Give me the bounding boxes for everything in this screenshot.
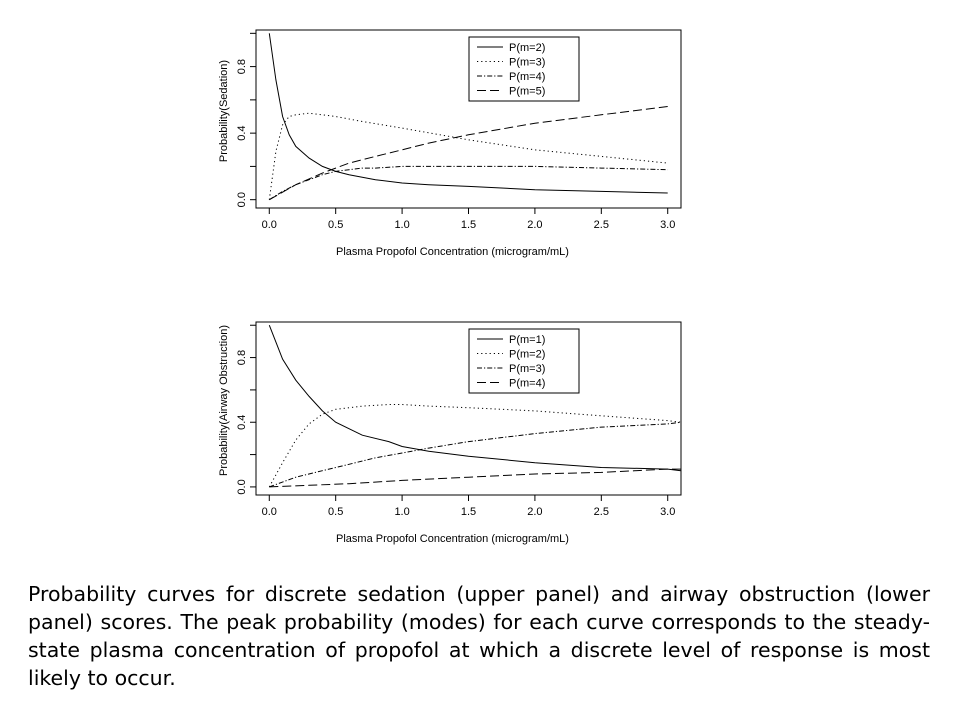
x-tick-label: 2.0 <box>527 506 543 518</box>
legend-label: P(m=2) <box>509 348 546 361</box>
legend-label: P(m=1) <box>509 334 546 346</box>
legend-label: P(m=4) <box>509 71 546 83</box>
x-tick-label: 2.5 <box>593 506 609 518</box>
x-tick-label: 0.5 <box>328 506 344 518</box>
y-tick-label: 0.8 <box>236 58 248 75</box>
legend-label: P(m=3) <box>509 56 546 69</box>
x-tick-label: 1.0 <box>394 506 410 518</box>
y-tick-label: 0.8 <box>236 349 248 366</box>
series-line-4 <box>269 107 667 200</box>
legend <box>469 329 579 393</box>
legend <box>469 37 579 101</box>
x-tick-label: 3.0 <box>660 506 676 518</box>
legend-label: P(m=2) <box>509 42 546 54</box>
legend-label: P(m=3) <box>509 363 546 375</box>
y-axis-label: Probability(Airway Obstruction) <box>218 325 230 476</box>
y-tick-label: 0.0 <box>236 479 248 495</box>
series-line-4 <box>269 469 681 487</box>
x-tick-label: 0.0 <box>261 219 277 231</box>
series-line-2 <box>269 405 681 487</box>
x-tick-label: 1.5 <box>460 219 477 231</box>
x-tick-label: 0.5 <box>328 219 344 231</box>
x-tick-label: 1.0 <box>394 219 410 231</box>
series-line-3 <box>269 422 681 487</box>
chart-panel-lower <box>218 322 681 545</box>
x-axis-label: Plasma Propofol Concentration (microgram/mL) <box>336 533 569 545</box>
x-tick-label: 0.0 <box>261 506 277 518</box>
legend-label: P(m=5) <box>509 85 546 98</box>
y-tick-label: 0.4 <box>236 125 248 141</box>
x-tick-label: 1.5 <box>460 506 477 518</box>
x-tick-label: 2.0 <box>527 219 543 231</box>
chart-panel-upper <box>218 30 681 258</box>
y-tick-label: 0.0 <box>236 192 248 208</box>
legend-label: P(m=4) <box>509 377 546 390</box>
x-axis-label: Plasma Propofol Concentration (microgram/mL) <box>336 246 569 258</box>
series-line-3 <box>269 166 667 199</box>
x-tick-label: 2.5 <box>593 219 609 231</box>
figure-caption: Probability curves for discrete sedation (upper panel) and airway obstruction (lower panel) scores. The peak probability (modes) for each curve corresponds to the steady-state plasma concentration of propofol at which a discrete level of response is most likely to occur. <box>28 582 930 690</box>
y-axis-label: Probability(Sedation) <box>218 59 230 163</box>
x-tick-label: 3.0 <box>660 219 676 231</box>
y-tick-label: 0.4 <box>236 414 248 430</box>
